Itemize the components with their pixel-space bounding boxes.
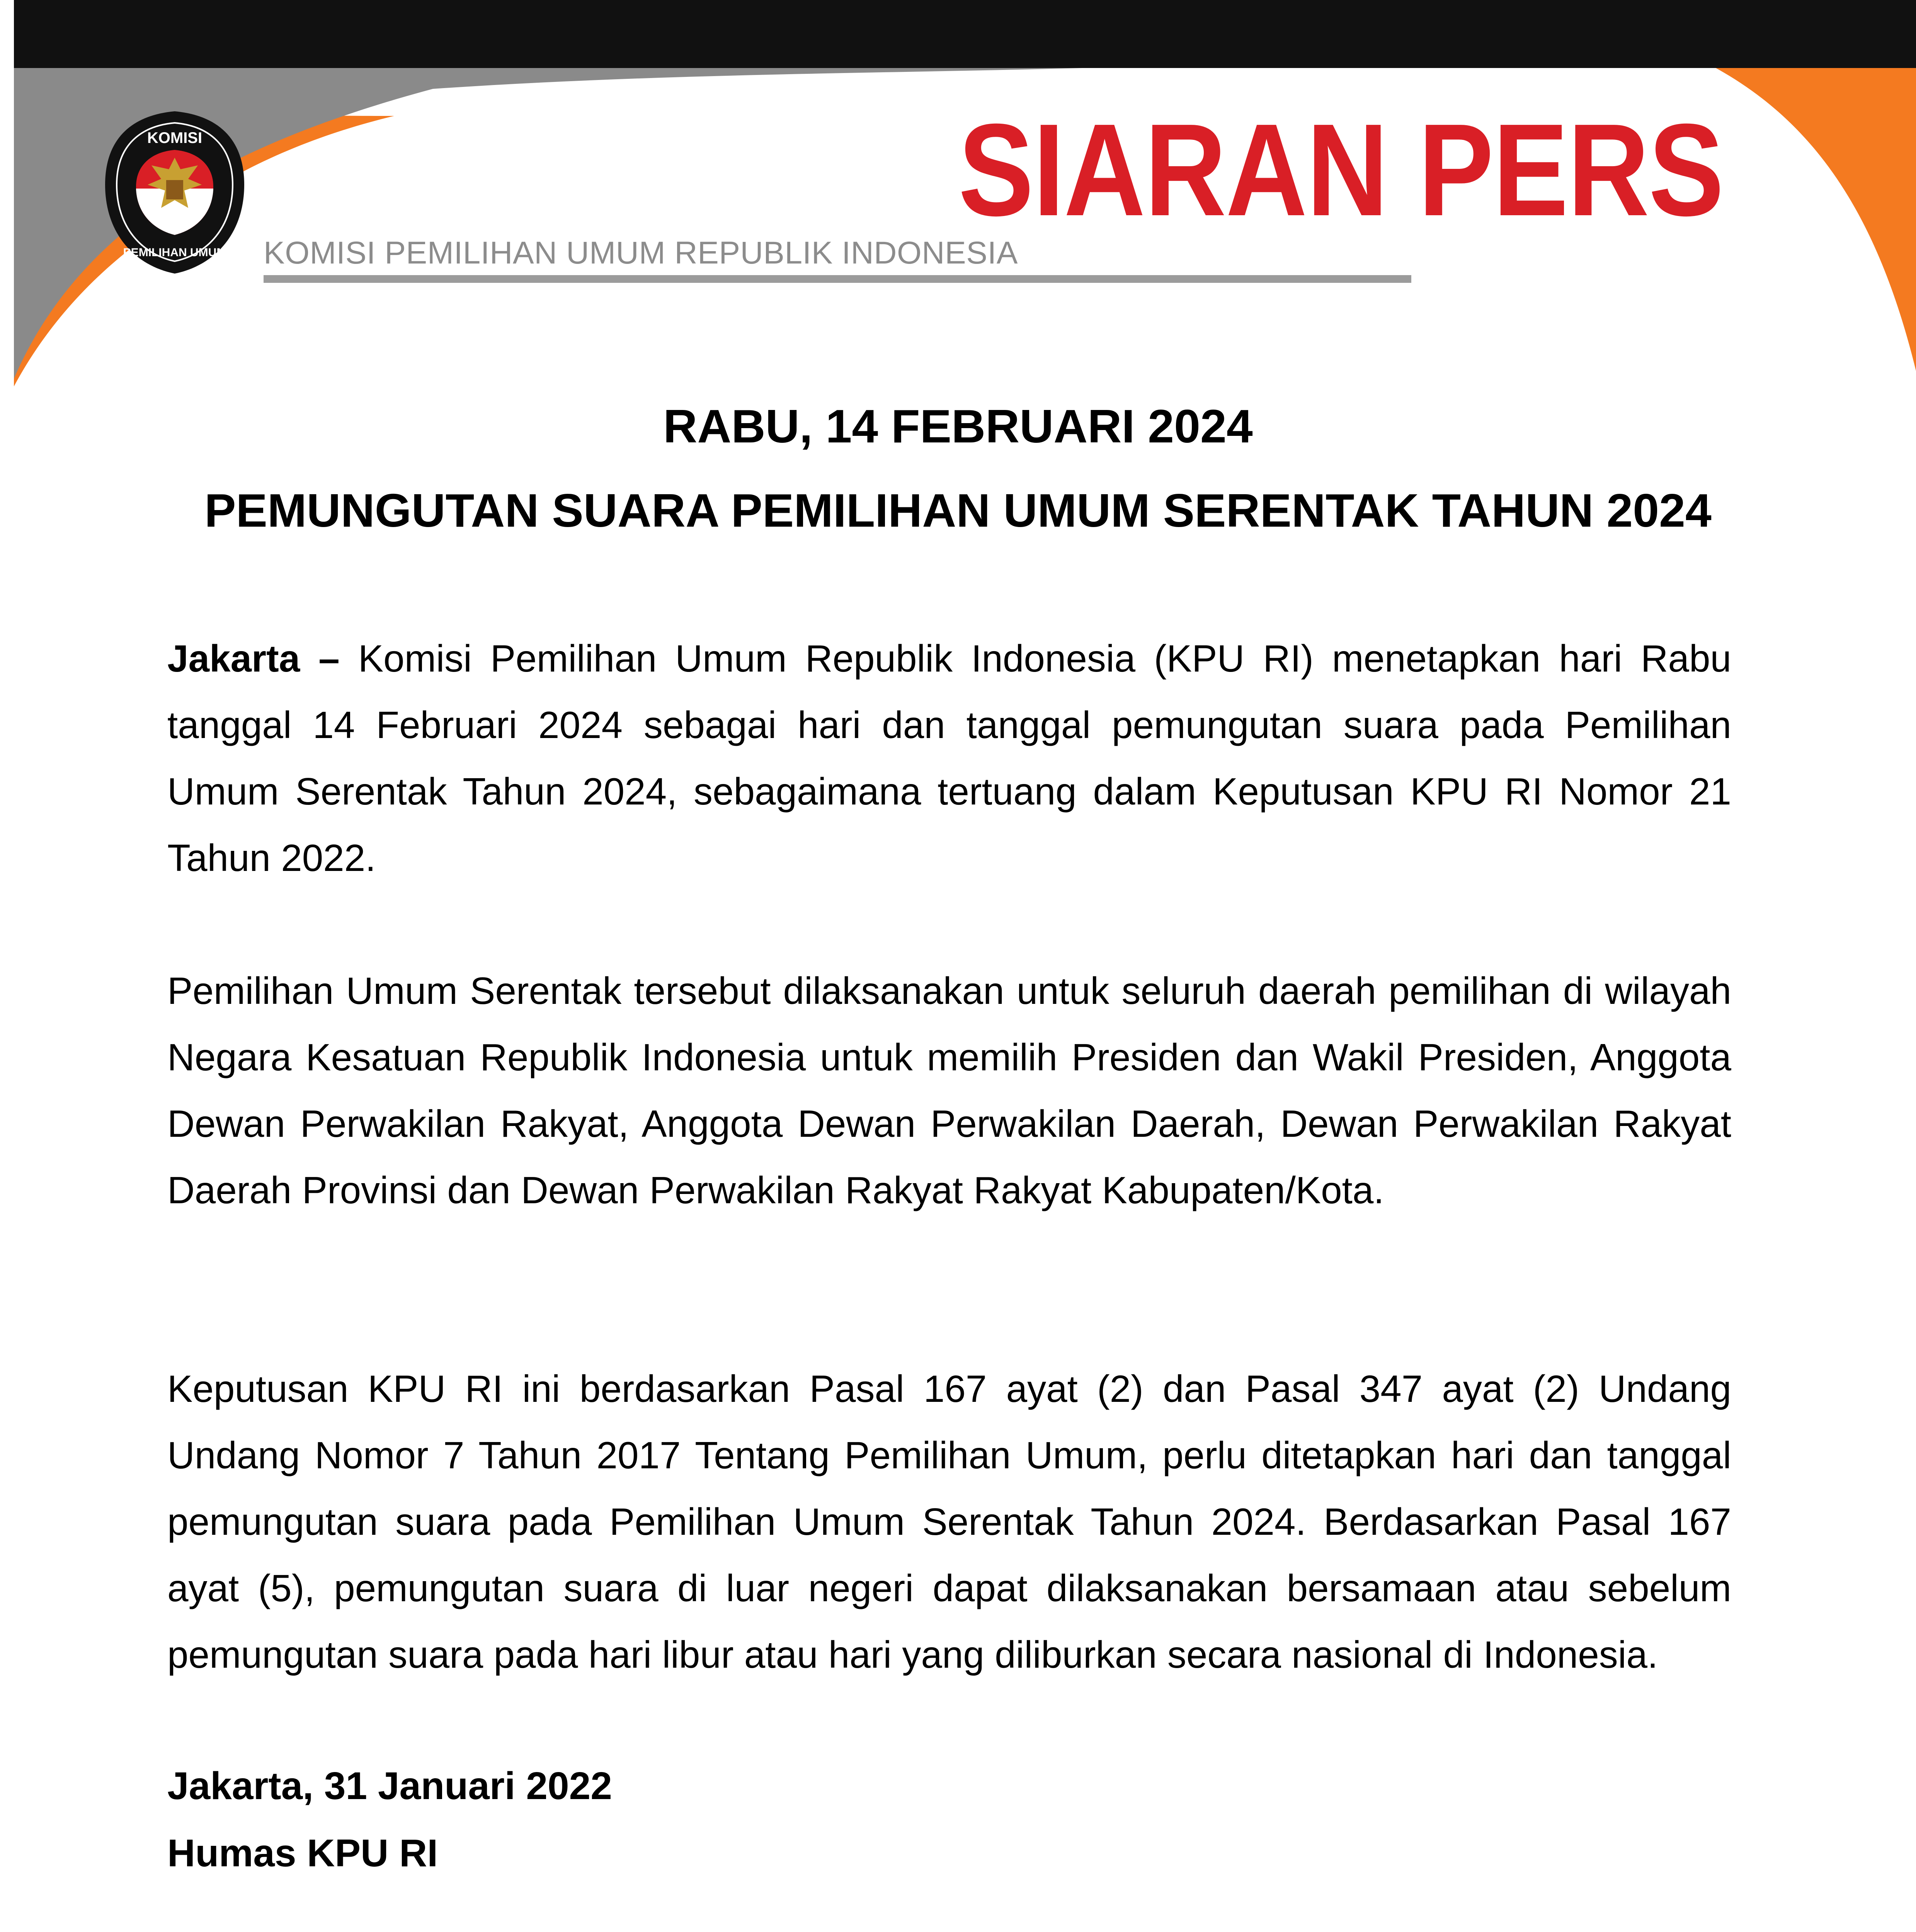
institution-name: KOMISI PEMILIHAN UMUM REPUBLIK INDONESIA [264, 235, 1018, 270]
paragraph-1-lead: Jakarta – [167, 637, 340, 680]
document-title: PEMUNGUTAN SUARA PEMILIHAN UMUM SERENTAK TAHUN 2024 [204, 484, 1712, 537]
paragraph-2: Pemilihan Umum Serentak tersebut dilaksanakan untuk seluruh daerah pemilihan di wilayah Negara Kesatuan Republik Indonesia untuk memilih Presiden dan Wakil Presiden, Anggota Dewan Perwakilan Rakyat, Anggota Dewan Perwakilan Daerah, Dewan Perwakilan Rakyat Daerah Provinsi dan Dewan Perwakilan Rakyat Rakyat Kabupaten/Kota. [167, 969, 1731, 1211]
header-divider [264, 275, 1411, 283]
signature-author: Humas KPU RI [167, 1832, 438, 1875]
press-release-title: SIARAN PERS [958, 97, 1724, 243]
paragraph-3: Keputusan KPU RI ini berdasarkan Pasal 167 ayat (2) dan Pasal 347 ayat (2) Undang Undang Nomor 7 Tahun 2017 Tentang Pemilihan Umum, perlu ditetapkan hari dan tanggal pemungutan suara pada Pemilihan Umum Serentak Tahun 2024. Berdasarkan Pasal 167 ayat (5), pemungutan suara di luar negeri dapat dilaksanakan bersamaan atau sebelum pemungutan suara pada hari libur atau hari yang diliburkan secara nasional di Indonesia. [167, 1367, 1731, 1676]
signature-place-date: Jakarta, 31 Januari 2022 [167, 1764, 612, 1808]
date-heading: RABU, 14 FEBRUARI 2024 [663, 400, 1253, 452]
kpu-logo-emblem [101, 107, 248, 277]
paragraph-1 [167, 625, 1731, 891]
logo-text-bottom: PEMILIHAN UMUM [123, 246, 226, 259]
logo-text-top: KOMISI [147, 129, 202, 146]
paragraph-1-text: Komisi Pemilihan Umum Republik Indonesia (KPU RI) menetapkan hari Rabu tanggal 14 Februari 2024 sebagai hari dan tanggal pemungutan suara pada Pemilihan Umum Serentak Tahun 2024, sebagaimana tertuang dalam Keputusan KPU RI Nomor 21 Tahun 2022. [167, 637, 1731, 879]
